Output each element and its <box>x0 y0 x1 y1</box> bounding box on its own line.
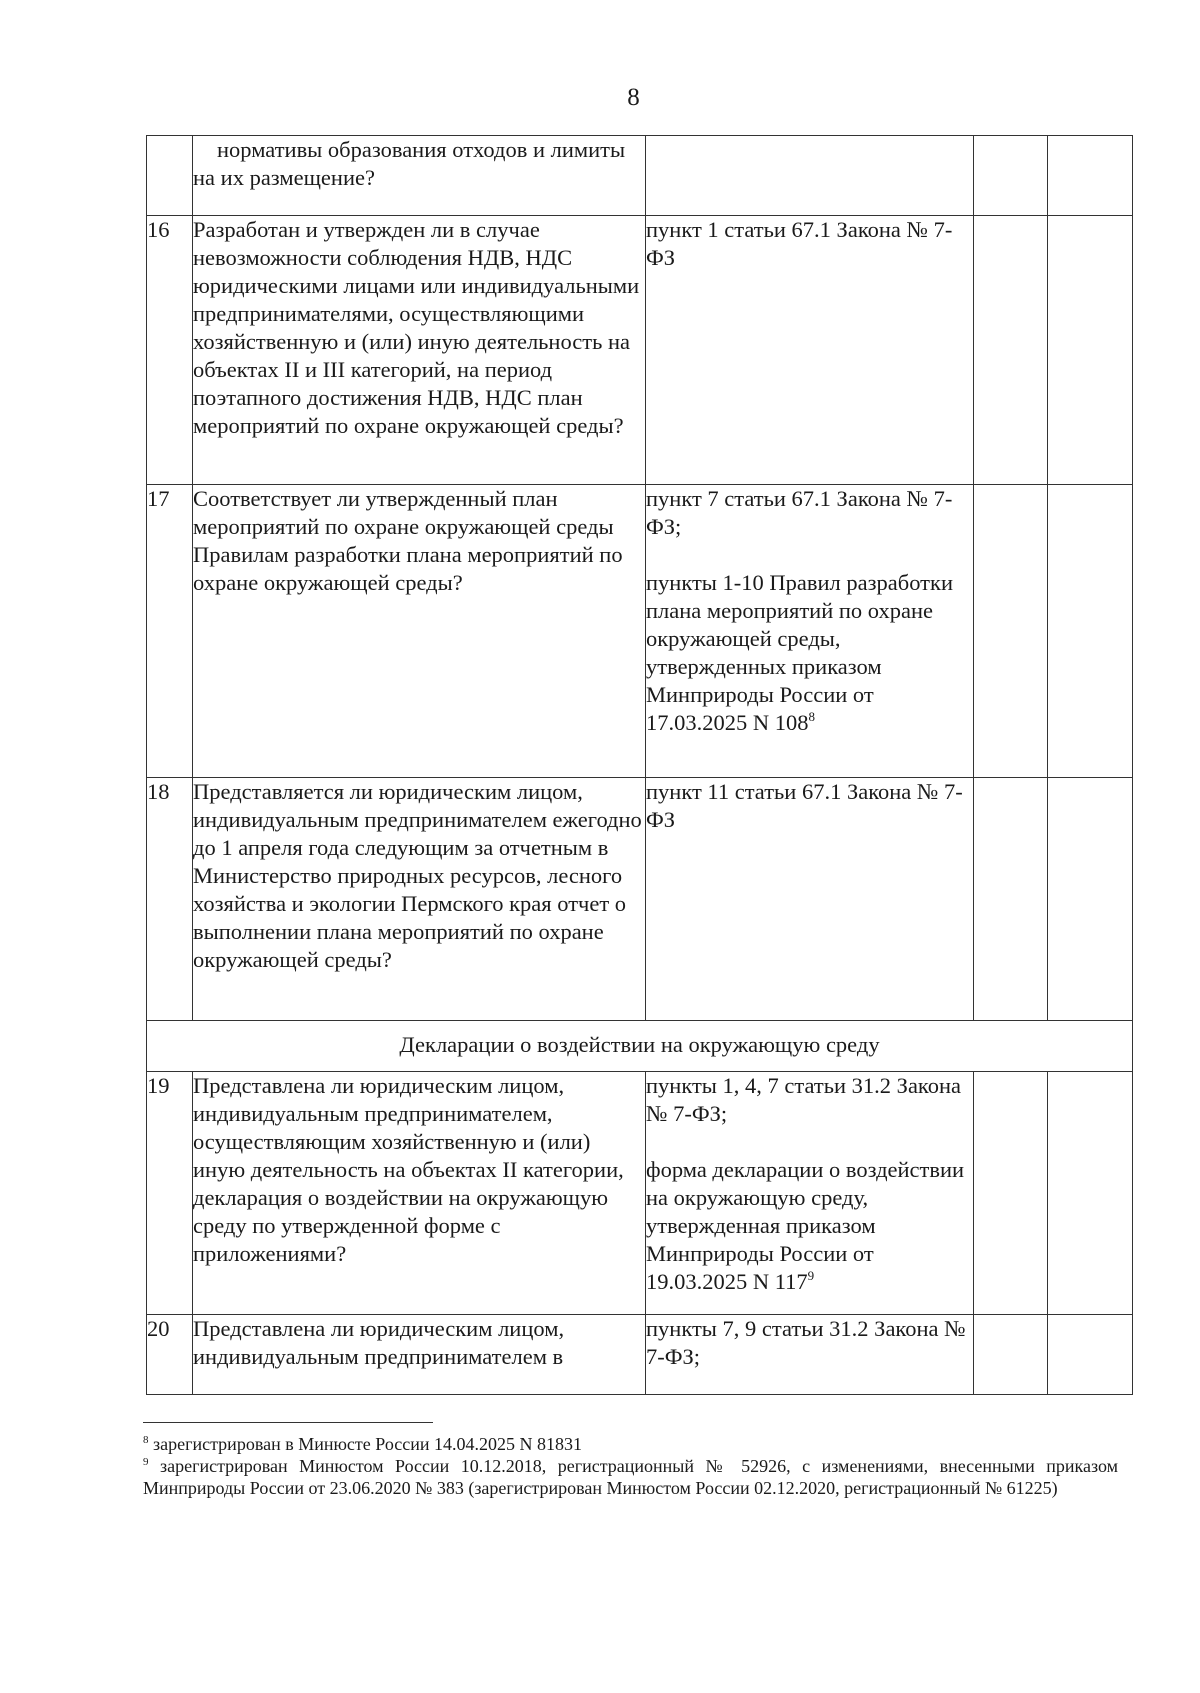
reference-text: форма декларации о воздействии на окружающую среду, утвержденная приказом Минприроды России от 19.03.2025 N 117 <box>646 1157 965 1294</box>
table-row <box>147 136 1133 216</box>
footnote-mark: 9 <box>807 1268 815 1283</box>
question-cell: Разработан и утвержден ли в случае невозможности соблюдения НДВ, НДС юридическими лицами или индивидуальными предпринимателями, осуществляющими хозяйственную и (или) иную деятельность на объектах II и III категорий, на период поэтапного достижения НДВ, НДС план мероприятий по охране окружающей среды? <box>193 216 646 485</box>
note-cell <box>1048 216 1133 485</box>
reference-cell <box>646 1315 974 1395</box>
footnote-separator <box>143 1422 433 1423</box>
page-number: 8 <box>627 84 640 111</box>
note-cell <box>1048 1072 1133 1315</box>
answer-cell <box>974 136 1048 216</box>
reference-text: пункт 7 статьи 67.1 Закона № 7-ФЗ; <box>646 486 953 539</box>
table-row <box>147 1072 1133 1315</box>
row-number: 20 <box>147 1315 193 1395</box>
question-cell <box>193 136 646 216</box>
footnotes <box>143 1433 1118 1499</box>
question-cell: Соответствует ли утвержденный план мероприятий по охране окружающей среды Правилам разработки плана мероприятий по охране окружающей среды? <box>193 485 646 778</box>
reference-text: пункт 11 статьи 67.1 Закона № 7-ФЗ <box>646 779 963 832</box>
note-cell <box>1048 778 1133 1021</box>
reference-cell <box>646 1072 974 1315</box>
footnote-mark: 9 <box>143 1456 149 1468</box>
answer-cell <box>974 485 1048 778</box>
question-text: нормативы образования отходов и лимиты на их размещение? <box>193 137 626 190</box>
footnote-mark: 8 <box>143 1434 149 1446</box>
reference-cell <box>646 216 974 485</box>
note-cell <box>1048 485 1133 778</box>
row-number: 17 <box>147 485 193 778</box>
table-row <box>147 778 1133 1021</box>
note-cell <box>1048 1315 1133 1395</box>
footnote-mark: 8 <box>808 709 815 724</box>
footnote <box>143 1433 1118 1455</box>
checklist-table <box>146 135 1133 1395</box>
table-row <box>147 1315 1133 1395</box>
answer-cell <box>974 1072 1048 1315</box>
section-row <box>147 1021 1133 1072</box>
reference-text: пункты 1, 4, 7 статьи 31.2 Закона № 7-ФЗ; <box>646 1073 961 1126</box>
answer-cell <box>974 778 1048 1021</box>
table-row <box>147 216 1133 485</box>
reference-text: пункты 1-10 Правил разработки плана мероприятий по охране окружающей среды, утвержденных приказом Минприроды России от 17.03.2025 N 108 <box>646 570 953 735</box>
row-number: 16 <box>147 216 193 485</box>
row-number: 19 <box>147 1072 193 1315</box>
reference-cell <box>646 778 974 1021</box>
reference-text: пункты 7, 9 статьи 31.2 Закона № 7-ФЗ; <box>646 1316 966 1369</box>
row-number: 18 <box>147 778 193 1021</box>
section-title: Декларации о воздействии на окружающую среду <box>147 1021 1133 1072</box>
footnote <box>143 1455 1118 1499</box>
answer-cell <box>974 1315 1048 1395</box>
question-cell: Представляется ли юридическим лицом, индивидуальным предпринимателем ежегодно до 1 апреля года следующим за отчетным в Министерство природных ресурсов, лесного хозяйства и экологии Пермского края отчет о выполнении плана мероприятий по охране окружающей среды? <box>193 778 646 1021</box>
reference-text: пункт 1 статьи 67.1 Закона № 7-ФЗ <box>646 217 953 270</box>
answer-cell <box>974 216 1048 485</box>
footnote-text: зарегистрирован Минюстом России 10.12.2018, регистрационный № 52926, с изменениями, внесенными приказом Минприроды России от 23.06.2020 № 383 (зарегистрирован Минюстом России 02.12.2020, регистрационный № 61225) <box>143 1456 1118 1498</box>
question-cell: Представлена ли юридическим лицом, индивидуальным предпринимателем в <box>193 1315 646 1395</box>
footnote-text: зарегистрирован в Минюсте России 14.04.2025 N 81831 <box>153 1434 583 1454</box>
reference-cell <box>646 485 974 778</box>
table-row <box>147 485 1133 778</box>
row-number <box>147 136 193 216</box>
reference-cell <box>646 136 974 216</box>
question-cell: Представлена ли юридическим лицом, индивидуальным предпринимателем, осуществляющим хозяйственную и (или) иную деятельность на объектах II категории, декларация о воздействии на окружающую среду по утвержденной форме с приложениями? <box>193 1072 646 1315</box>
note-cell <box>1048 136 1133 216</box>
